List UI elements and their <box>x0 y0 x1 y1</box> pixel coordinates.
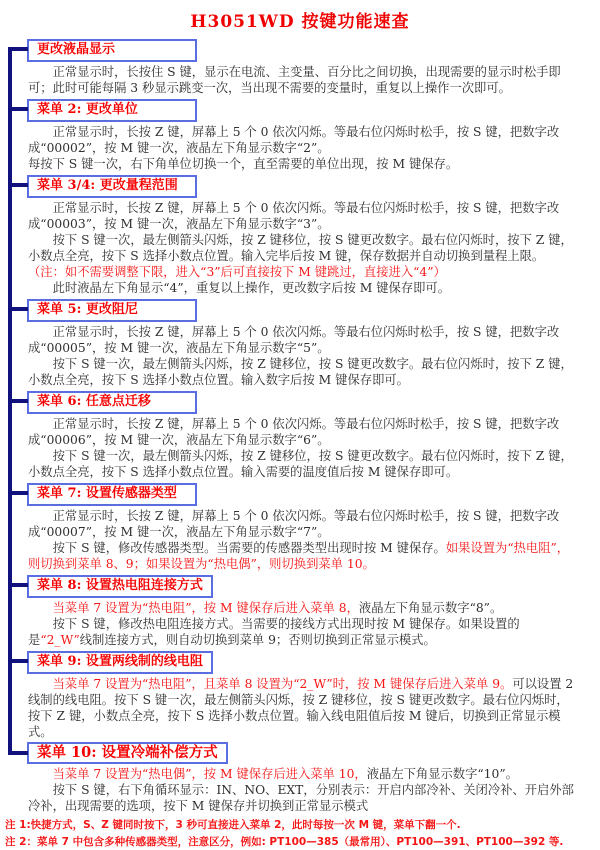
highlighted-text-run: 当菜单 7 设置为“热电阻”，按 M 键保存后进入菜单 8， <box>52 601 359 615</box>
section-header-label: 菜单 8: 设置热电阻连接方式 <box>37 578 203 593</box>
section <box>0 98 600 172</box>
body-paragraph <box>28 448 574 480</box>
section-header-box <box>27 651 213 674</box>
tree-branch-line <box>10 491 28 495</box>
text-run: 液晶左下角显示数字“10”。 <box>366 767 518 781</box>
highlighted-text-run: 如果设置为“热电阻”，则切换到菜单 8、9；如果设置为“热电偶”，则切换到菜单 10。 <box>28 541 570 571</box>
text-run: 此时液晶左下角显示“4”，重复以上操作，更改数字后按 M 键保存即可。 <box>52 281 451 295</box>
tree-branch-line <box>10 107 28 111</box>
sections-container <box>0 38 600 814</box>
text-run: 正常显示时，长按 Z 键，屏幕上 5 个 0 依次闪烁。等最右位闪烁时松手，按 S 键，把数字改成“00003”，按 M 键一次，液晶左下角显示数字“3”。 <box>28 201 560 231</box>
tree-branch-line <box>10 183 28 187</box>
section-header-label: 菜单 6: 任意点迁移 <box>37 394 151 409</box>
highlighted-text-run: 当菜单 7 设置为“热电阻”，且菜单 8 设置为“2_W”时，按 M 键保存后进入菜单 9。 <box>52 677 513 691</box>
section-header-label: 菜单 9: 设置两线制的线电阻 <box>37 654 203 669</box>
section <box>0 574 600 648</box>
body-paragraph <box>28 600 574 616</box>
text-run: 正常显示时，长按 Z 键，屏幕上 5 个 0 依次闪烁。等最右位闪烁时松手，按 S 键，把数字改成“00005”，按 M 键一次，液晶左下角显示数字“5”。 <box>28 325 560 355</box>
tree-branch-line <box>10 659 28 663</box>
section-body <box>28 64 574 96</box>
section <box>0 390 600 480</box>
text-run: 正常显示时，长按 Z 键，屏幕上 5 个 0 依次闪烁。等最右位闪烁时松手，按 S 键，把数字改成“00006”，按 M 键一次，液晶左下角显示数字“6”。 <box>28 417 560 447</box>
body-paragraph <box>28 200 574 232</box>
section-body <box>28 508 574 572</box>
section-header-box <box>27 391 197 414</box>
section-body <box>28 124 574 172</box>
note-line: 注 1:快捷方式，S、Z 键同时按下，3 秒可直接进入菜单 2，此时每按一次 M 键，菜单下翻一个. <box>5 819 461 831</box>
tree-branch-line <box>10 399 28 403</box>
section-header-box <box>27 39 197 62</box>
body-paragraph <box>28 156 574 172</box>
section-body <box>28 766 574 814</box>
section-header-label: 菜单 7: 设置传感器类型 <box>37 486 177 501</box>
body-paragraph <box>28 280 574 296</box>
section-header-box <box>27 742 228 764</box>
section-body <box>28 324 574 388</box>
text-run: 可以设置 2 线制的线电阻。按下 S 键一次，最左侧箭头闪烁，按 Z 键移位，按 S 键更改数字。最右位闪烁时，按下 Z 键，小数点全亮，按下 S 选择小数点位置。输入线电阻值后按 M 键后，切换到正常显示模式。 <box>28 677 574 739</box>
highlighted-text-run: “2_W” <box>40 633 80 647</box>
section-header-label: 菜单 3/4: 更改量程范围 <box>37 178 178 193</box>
section <box>0 650 600 740</box>
body-paragraph <box>28 766 574 782</box>
section-body <box>28 200 574 296</box>
tree-branch-line <box>10 307 28 311</box>
page-title: H3051WD 按键功能速查 <box>190 12 410 32</box>
body-paragraph <box>28 324 574 356</box>
section-header-box <box>27 483 197 506</box>
section-header-label: 菜单 5: 更改阻尼 <box>37 302 138 317</box>
text-run: 按下 S 键，修改热电阻连接方式。当需要的接线方式出现时按 M 键保存。如果设置的是 <box>28 617 520 647</box>
section-header-label: 更改液晶显示 <box>37 42 116 57</box>
section-body <box>28 600 574 648</box>
text-run: 每按下 S 键一次，右下角单位切换一个，直至需要的单位出现，按 M 键保存。 <box>28 157 459 171</box>
footnotes <box>5 818 600 850</box>
text-run: 按下 S 键一次，最左侧箭头闪烁，按 Z 键移位，按 S 键更改数字。最右位闪烁时，按下 Z 键，小数点全亮，按下 S 选择小数点位置。输入数字后按 M 键保存即可。 <box>28 357 573 387</box>
body-paragraph <box>28 64 574 96</box>
note-line: 注 2：菜单 7 中包含多种传感器类型，注意区分，例如: PT100—385（最常用）、PT100—391、PT100—392 等. <box>5 836 564 848</box>
section <box>0 298 600 388</box>
section <box>0 174 600 296</box>
section <box>0 482 600 572</box>
text-run: 按下 S 键一次，最左侧箭头闪烁，按 Z 键移位，按 S 键更改数字。最右位闪烁时，按下 Z 键，小数点全亮，按下 S 选择小数点位置。输入完毕后按 M 键，保存数据并自动切换到量程上限。 <box>28 233 573 263</box>
section-body <box>28 416 574 480</box>
body-paragraph <box>28 540 574 572</box>
section-header-label: 菜单 2: 更改单位 <box>37 102 138 117</box>
text-run: 液晶左下角显示数字“8”。 <box>358 601 503 615</box>
body-paragraph <box>28 676 574 740</box>
section-header-label: 菜单 10: 设置冷端补偿方式 <box>37 744 218 761</box>
highlighted-text-run: 当菜单 7 设置为“热电偶”，按 M 键保存后进入菜单 10， <box>52 767 367 781</box>
section-header-box <box>27 299 197 322</box>
section <box>0 742 600 814</box>
highlighted-text-run: （注：如不需要调整下限，进入“3”后可直接按下 M 键跳过，直接进入“4”） <box>28 265 446 279</box>
text-run: 按下 S 键，右下角循环显示：IN、NO、EXT，分别表示：开启内部冷补、关闭冷补、开启外部冷补，出现需要的选项，按下 M 键保存并切换到正常显示模式 <box>28 783 574 813</box>
text-run: 正常显示时，长按 Z 键，屏幕上 5 个 0 依次闪烁。等最右位闪烁时松手，按 S 键，把数字改成“00002”，按 M 键一次，液晶左下角显示数字“2”。 <box>28 125 560 155</box>
body-paragraph <box>28 508 574 540</box>
tree-branch-line <box>10 47 28 51</box>
tree-branch-line <box>10 583 28 587</box>
text-run: 按下 S 键，修改传感器类型。当需要的传感器类型出现时按 M 键保存。 <box>52 541 446 555</box>
body-paragraph <box>28 416 574 448</box>
body-paragraph <box>28 616 574 648</box>
text-run: 线制连接方式，则自动切换到菜单 9；否则切换到正常显示模式。 <box>79 633 436 647</box>
section-header-box <box>27 99 197 122</box>
body-paragraph <box>28 356 574 388</box>
body-paragraph <box>28 124 574 156</box>
section-header-box <box>27 575 213 598</box>
text-run: 正常显示时，长按 Z 键，屏幕上 5 个 0 依次闪烁。等最右位闪烁时松手，按 S 键，把数字改成“00007”，按 M 键一次，液晶左下角显示数字“7”。 <box>28 509 560 539</box>
body-paragraph <box>28 232 574 280</box>
section-header-box <box>27 175 197 198</box>
text-run: 按下 S 键一次，最左侧箭头闪烁，按 Z 键移位，按 S 键更改数字。最右位闪烁时，按下 Z 键，小数点全亮，按下 S 选择小数点位置。输入需要的温度值后按 M 键保存即可。 <box>28 449 573 479</box>
text-run: 正常显示时，长按住 S 键，显示在电流、主变量、百分比之间切换，出现需要的显示时松手即可；此时可能每隔 3 秒显示跳变一次，当出现不需要的变量时，重复以上操作一次即可。 <box>28 65 561 95</box>
body-paragraph <box>28 782 574 814</box>
tree-branch-line <box>10 751 28 755</box>
section <box>0 38 600 96</box>
section-body <box>28 676 574 740</box>
